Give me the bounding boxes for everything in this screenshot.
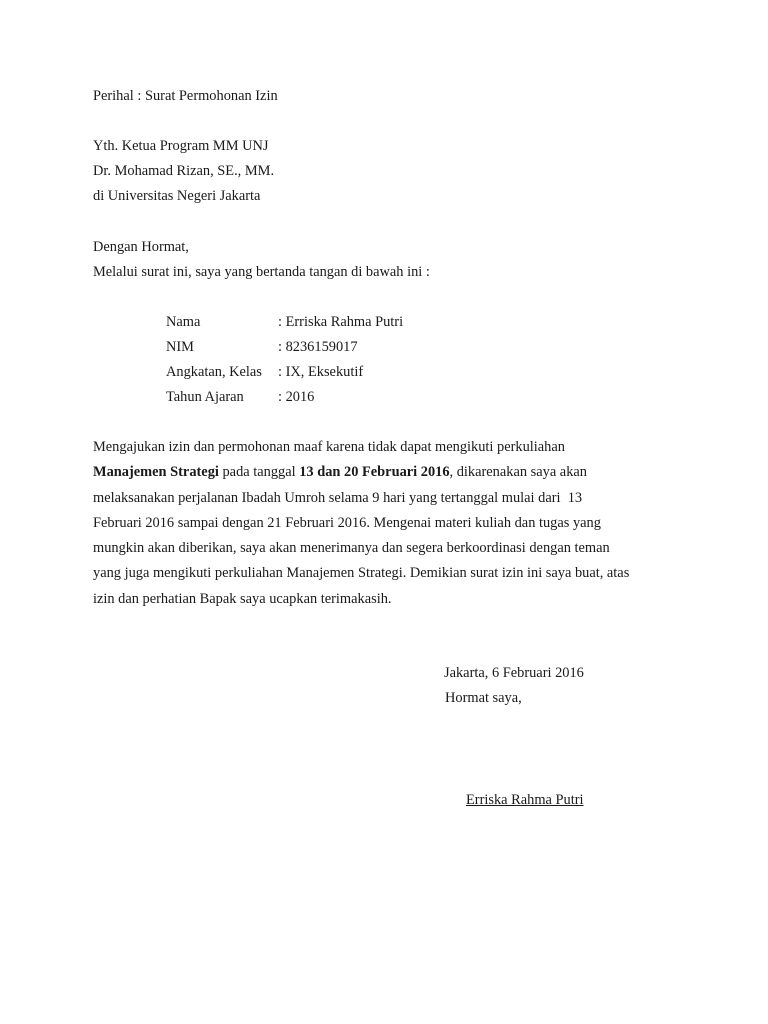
field-label-class: Angkatan, Kelas <box>166 364 262 380</box>
field-value-year: : 2016 <box>278 389 315 405</box>
recipient-line-1: Yth. Ketua Program MM UNJ <box>93 138 269 154</box>
recipient-line-2: Dr. Mohamad Rizan, SE., MM. <box>93 163 275 179</box>
place-date: Jakarta, 6 Februari 2016 <box>444 665 584 681</box>
course-dates: 13 dan 20 Februari 2016 <box>299 464 450 480</box>
field-value-name: : Erriska Rahma Putri <box>278 314 404 330</box>
body-line-1: Mengajukan izin dan permohonan maaf karena tidak dapat mengikuti perkuliahan <box>93 439 565 455</box>
field-label-year: Tahun Ajaran <box>166 389 244 405</box>
field-label-nim: NIM <box>166 339 194 355</box>
body-line-2 <box>93 462 587 482</box>
body-line-7: izin dan perhatian Bapak saya ucapkan terimakasih. <box>93 591 392 607</box>
body-line-4: Februari 2016 sampai dengan 21 Februari 2016. Mengenai materi kuliah dan tugas yang <box>93 515 601 531</box>
field-label-name: Nama <box>166 314 201 330</box>
body-line-3: melaksanakan perjalanan Ibadah Umroh selama 9 hari yang tertanggal mulai dari 13 <box>93 490 583 506</box>
regards: Hormat saya, <box>445 690 522 706</box>
course-name: Manajemen Strategi <box>93 464 219 480</box>
body-line-6: yang juga mengikuti perkuliahan Manajemen Strategi. Demikian surat izin ini saya buat, atas <box>93 565 630 581</box>
body-line-2-mid: pada tanggal <box>218 464 300 480</box>
body-line-5: mungkin akan diberikan, saya akan menerimanya dan segera berkoordinasi dengan teman <box>93 540 610 556</box>
recipient-line-3: di Universitas Negeri Jakarta <box>93 188 261 204</box>
field-value-nim: : 8236159017 <box>278 339 358 355</box>
field-value-class: : IX, Eksekutif <box>278 364 364 380</box>
greeting: Dengan Hormat, <box>93 239 189 255</box>
signer-name: Erriska Rahma Putri <box>466 792 584 808</box>
subject-line: Perihal : Surat Permohonan Izin <box>93 88 278 104</box>
body-line-2-end: , dikarenakan saya akan <box>449 464 587 480</box>
intro-line: Melalui surat ini, saya yang bertanda tangan di bawah ini : <box>93 264 430 280</box>
